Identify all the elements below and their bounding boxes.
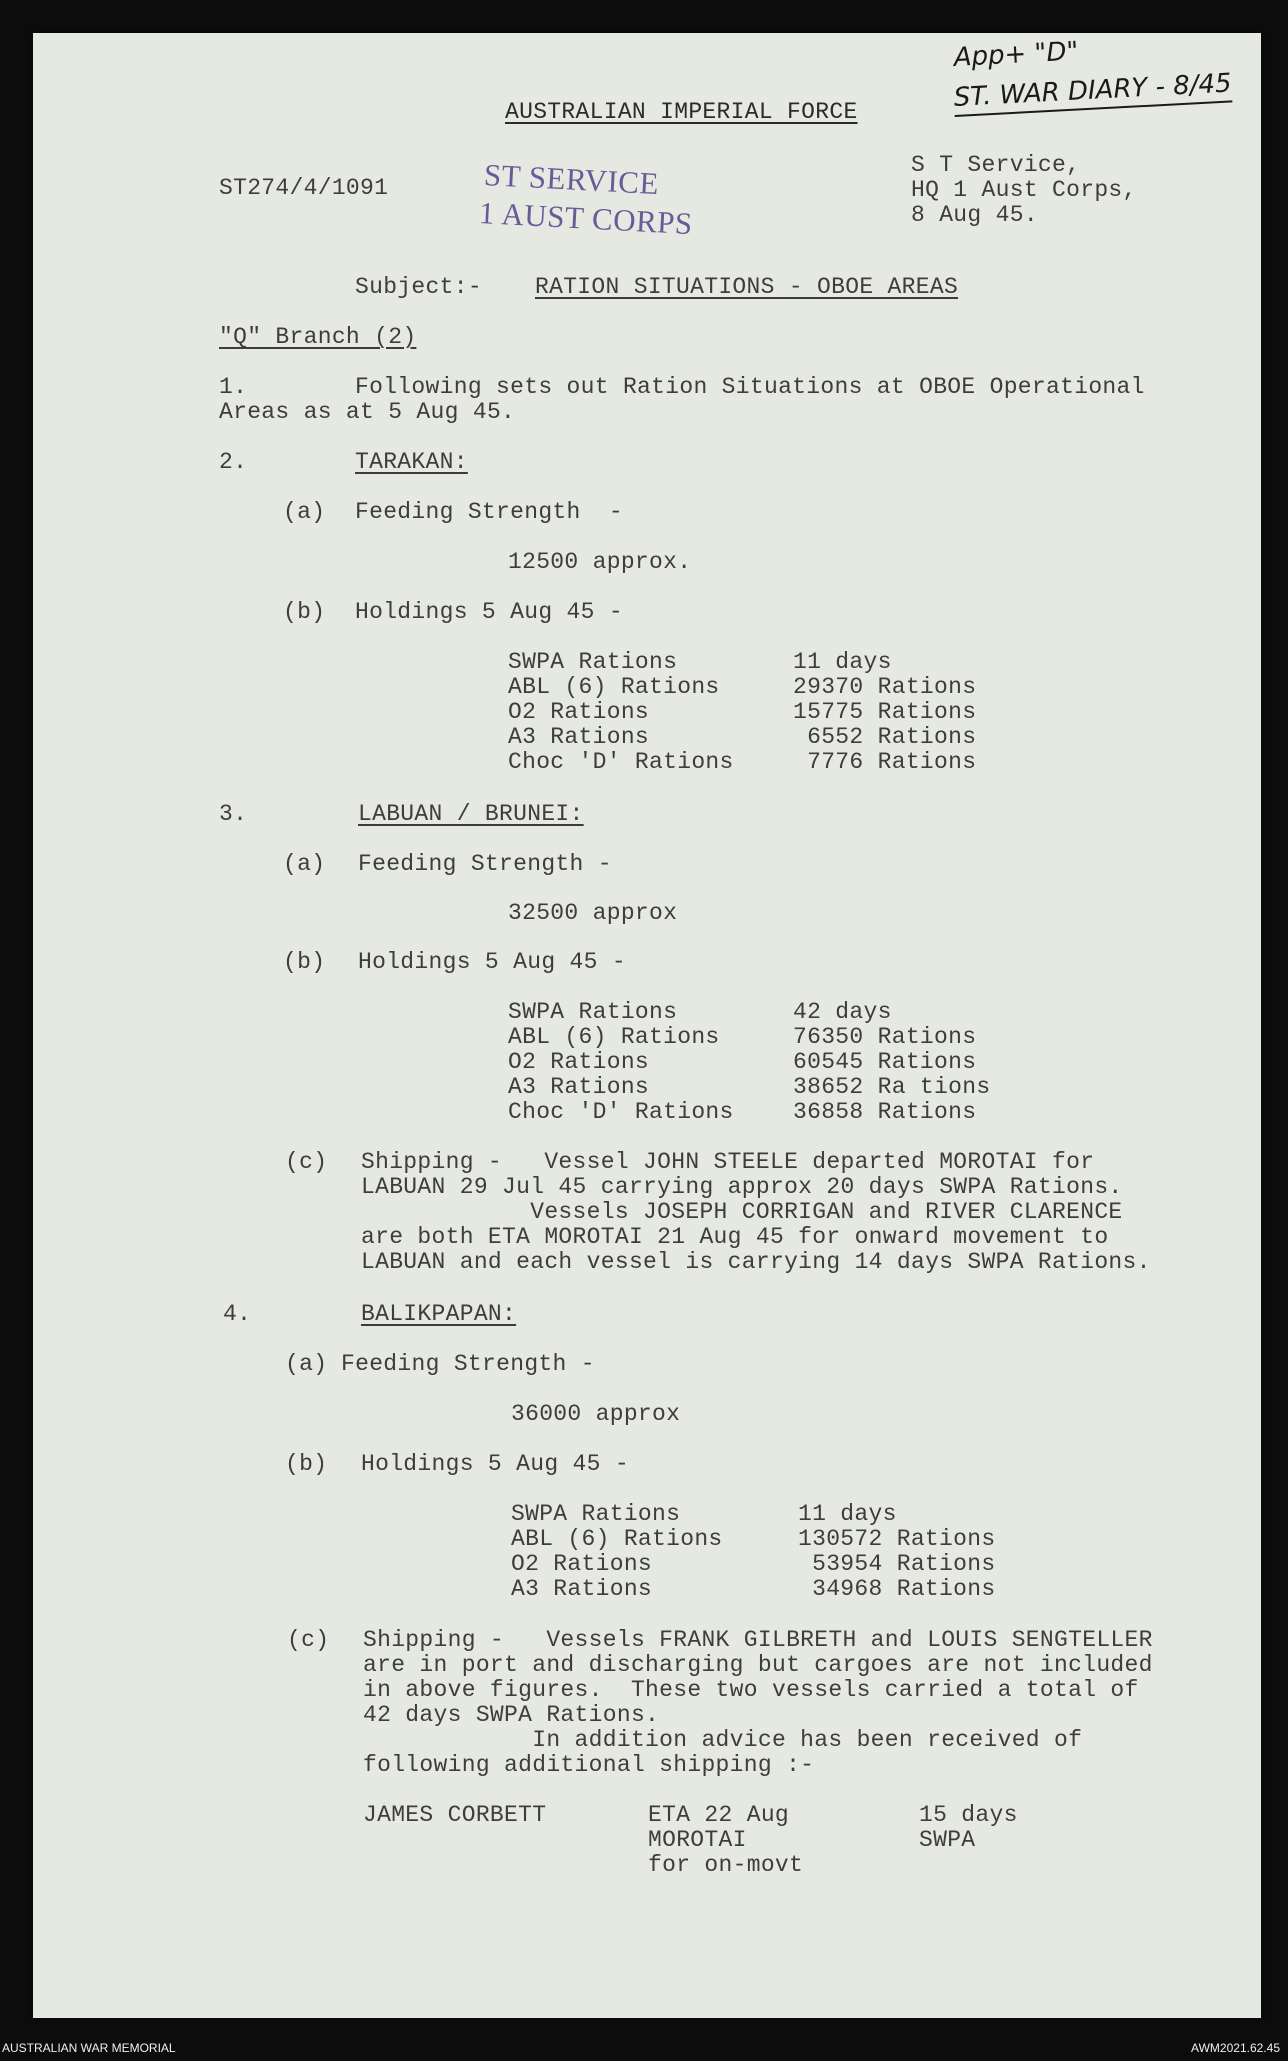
footer-archive-name: AUSTRALIAN WAR MEMORIAL: [2, 2041, 176, 2055]
balikpapan-row-item: O2 Rations: [511, 1551, 653, 1577]
labuan-row-item: Choc 'D' Rations: [508, 1099, 734, 1125]
handwritten-war-diary-note: ST. WAR DIARY - 8/45: [953, 68, 1232, 117]
para-1-line-2: Areas as at 5 Aug 45.: [219, 399, 516, 425]
balikpapan-feeding-strength-value: 36000 approx: [511, 1401, 681, 1427]
balikpapan-shipping-line: following additional shipping :-: [363, 1752, 815, 1778]
footer-archive-id: AWM2021.62.45: [1191, 2041, 1280, 2055]
balikpapan-shipping-line: are in port and discharging but cargoes are not included: [363, 1652, 1153, 1678]
labuan-row-qty: 76350 Rations: [793, 1024, 977, 1050]
balikpapan-row-qty: 11 days: [798, 1501, 897, 1527]
labuan-shipping-line: Shipping - Vessel JOHN STEELE departed MOROTAI for: [361, 1149, 1095, 1175]
tarakan-b-label: (b): [283, 599, 326, 625]
tarakan-a-label: (a): [283, 499, 326, 525]
labuan-holdings-label: Holdings 5 Aug 45 -: [358, 949, 626, 975]
from-line-2: HQ 1 Aust Corps,: [911, 177, 1137, 203]
balikpapan-shipping-line: 42 days SWPA Rations.: [363, 1702, 660, 1728]
labuan-heading: LABUAN / BRUNEI:: [358, 801, 584, 827]
ship-quantity-line-1: 15 days: [919, 1802, 1018, 1828]
subject-text: RATION SITUATIONS - OBOE AREAS: [535, 274, 959, 300]
tarakan-holdings-label: Holdings 5 Aug 45 -: [355, 599, 623, 625]
balikpapan-holdings-label: Holdings 5 Aug 45 -: [361, 1451, 629, 1477]
para-2-number: 2.: [219, 449, 248, 475]
labuan-row-qty: 36858 Rations: [793, 1099, 977, 1125]
labuan-shipping-line: are both ETA MOROTAI 21 Aug 45 for onward movement to: [361, 1224, 1109, 1250]
labuan-shipping-line: LABUAN 29 Jul 45 carrying approx 20 days SWPA Rations.: [361, 1174, 1123, 1200]
tarakan-feeding-strength-label: Feeding Strength -: [355, 499, 623, 525]
labuan-c-label: (c): [285, 1149, 328, 1175]
balikpapan-a-label: (a): [285, 1351, 328, 1377]
tarakan-row-item: ABL (6) Rations: [508, 674, 720, 700]
balikpapan-row-item: ABL (6) Rations: [511, 1526, 723, 1552]
balikpapan-row-item: SWPA Rations: [511, 1501, 681, 1527]
labuan-row-qty: 38652 Ra tions: [793, 1074, 991, 1100]
tarakan-row-qty: 11 days: [793, 649, 892, 675]
document-title: AUSTRALIAN IMPERIAL FORCE: [505, 99, 858, 125]
document-page: [33, 33, 1261, 2018]
stamp-line-1: ST SERVICE: [483, 157, 660, 202]
balikpapan-shipping-line: In addition advice has been received of: [363, 1727, 1083, 1753]
balikpapan-feeding-strength-label: Feeding Strength -: [341, 1351, 595, 1377]
tarakan-row-item: O2 Rations: [508, 699, 650, 725]
from-line-3: 8 Aug 45.: [911, 202, 1038, 228]
para-3-number: 3.: [219, 801, 248, 827]
labuan-row-item: A3 Rations: [508, 1074, 650, 1100]
tarakan-row-qty: 7776 Rations: [793, 749, 977, 775]
tarakan-heading: TARAKAN:: [355, 449, 468, 475]
handwritten-appendix-note: App+ "D": [953, 36, 1080, 73]
balikpapan-shipping-line: Shipping - Vessels FRANK GILBRETH and LOUIS SENGTELLER: [363, 1627, 1153, 1653]
ship-eta-line-1: ETA 22 Aug: [648, 1802, 790, 1828]
labuan-row-qty: 60545 Rations: [793, 1049, 977, 1075]
balikpapan-b-label: (b): [285, 1451, 328, 1477]
ship-name: JAMES CORBETT: [363, 1802, 547, 1828]
labuan-feeding-strength-label: Feeding Strength -: [358, 851, 612, 877]
para-1-line-1: Following sets out Ration Situations at OBOE Operational: [355, 374, 1145, 400]
stamp-line-2: 1 AUST CORPS: [478, 195, 694, 242]
ship-eta-line-3: for on-movt: [648, 1852, 804, 1878]
reference-number: ST274/4/1091: [219, 175, 389, 201]
balikpapan-shipping-line: in above figures. These two vessels carried a total of: [363, 1677, 1139, 1703]
tarakan-row-qty: 29370 Rations: [793, 674, 977, 700]
tarakan-row-qty: 6552 Rations: [793, 724, 977, 750]
balikpapan-c-label: (c): [287, 1627, 330, 1653]
labuan-shipping-line: LABUAN and each vessel is carrying 14 days SWPA Rations.: [361, 1249, 1151, 1275]
balikpapan-row-qty: 53954 Rations: [798, 1551, 996, 1577]
addressee: "Q" Branch (2): [219, 324, 417, 350]
labuan-row-item: O2 Rations: [508, 1049, 650, 1075]
from-line-1: S T Service,: [911, 152, 1081, 178]
tarakan-row-qty: 15775 Rations: [793, 699, 977, 725]
ship-quantity-line-2: SWPA: [919, 1827, 976, 1853]
subject-label: Subject:-: [355, 274, 482, 300]
tarakan-row-item: SWPA Rations: [508, 649, 678, 675]
ship-eta-line-2: MOROTAI: [648, 1827, 747, 1853]
tarakan-row-item: A3 Rations: [508, 724, 650, 750]
labuan-shipping-line: Vessels JOSEPH CORRIGAN and RIVER CLARENCE: [361, 1199, 1123, 1225]
balikpapan-row-qty: 34968 Rations: [798, 1576, 996, 1602]
para-1-number: 1.: [219, 374, 248, 400]
tarakan-row-item: Choc 'D' Rations: [508, 749, 734, 775]
balikpapan-row-item: A3 Rations: [511, 1576, 653, 1602]
balikpapan-row-qty: 130572 Rations: [798, 1526, 996, 1552]
labuan-b-label: (b): [283, 949, 326, 975]
labuan-row-item: ABL (6) Rations: [508, 1024, 720, 1050]
labuan-row-qty: 42 days: [793, 999, 892, 1025]
tarakan-feeding-strength-value: 12500 approx.: [508, 549, 692, 575]
labuan-row-item: SWPA Rations: [508, 999, 678, 1025]
balikpapan-heading: BALIKPAPAN:: [361, 1301, 517, 1327]
para-4-number: 4.: [223, 1301, 252, 1327]
labuan-a-label: (a): [283, 851, 326, 877]
labuan-feeding-strength-value: 32500 approx: [508, 900, 678, 926]
